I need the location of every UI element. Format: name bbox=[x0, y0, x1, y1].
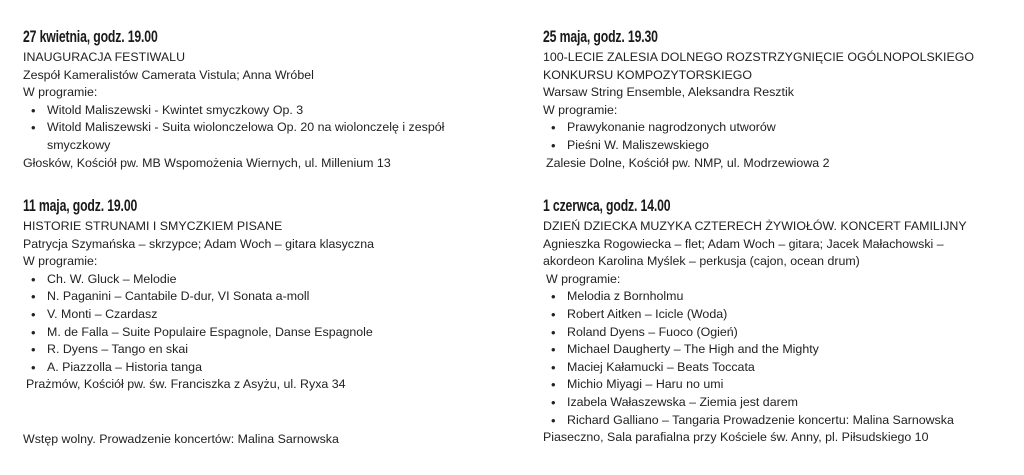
list-item: • Izabela Wałaszewska – Ziemia jest darem bbox=[567, 394, 1013, 412]
event-title: INAUGURACJA FESTIWALU bbox=[23, 50, 186, 64]
event-performers: Patrycja Szymańska – skrzypce; Adam Woch – gitara klasyczna bbox=[23, 236, 374, 251]
event-venue: Zalesie Dolne, Kościół pw. NMP, ul. Modrzewiowa 2 bbox=[546, 155, 830, 170]
event-3 bbox=[543, 27, 1013, 172]
program-list bbox=[23, 271, 493, 377]
event-performers: Warsaw String Ensemble, Aleksandra Resztik bbox=[543, 85, 794, 100]
list-item: • Pieśni W. Maliszewskiego bbox=[567, 137, 1013, 155]
program-label: W programie: bbox=[23, 85, 98, 100]
program-list bbox=[543, 288, 1013, 429]
event-performers: Agnieszka Rogowiecka – flet; Adam Woch – gitara; Jacek Małachowski – akordeon Karolina Myślek – perkusja (cajon, ocean drum) bbox=[543, 236, 944, 269]
event-performers: Zespół Kameralistów Camerata Vistula; Anna Wróbel bbox=[23, 67, 314, 82]
list-item: • Melodia z Bornholmu bbox=[567, 288, 1013, 306]
list-item: • V. Monti – Czardasz bbox=[47, 306, 493, 324]
event-venue: Piaseczno, Sala parafialna przy Kościele św. Anny, pl. Piłsudskiego 10 bbox=[543, 430, 929, 445]
event-title: DZIEŃ DZIECKA MUZYKA CZTERECH ŻYWIOŁÓW. KONCERT FAMILIJNY bbox=[543, 219, 967, 233]
list-item: • Witold Maliszewski - Suita wiolonczelowa Op. 20 na wiolonczelę i zespół smyczkowy bbox=[47, 119, 477, 154]
event-title: HISTORIE STRUNAMI I SMYCZKIEM PISANE bbox=[23, 219, 283, 233]
event-2 bbox=[23, 196, 493, 394]
event-venue: Głosków, Kościół pw. MB Wspomożenia Wiernych, ul. Millenium 13 bbox=[23, 155, 391, 170]
program-label: W programie: bbox=[543, 102, 618, 117]
list-item: • R. Dyens – Tango en skai bbox=[47, 341, 493, 359]
list-item: • Richard Galliano – Tangaria Prowadzenie koncertu: Malina Sarnowska bbox=[567, 412, 1013, 430]
list-item: • Prawykonanie nagrodzonych utworów bbox=[567, 119, 1013, 137]
list-item: • Ch. W. Gluck – Melodie bbox=[47, 271, 493, 289]
program-label: W programie: bbox=[23, 254, 98, 269]
list-item: • M. de Falla – Suite Populaire Espagnole, Danse Espagnole bbox=[47, 324, 493, 342]
event-date: 1 czerwca, godz. 14.00 bbox=[543, 196, 671, 215]
program-list bbox=[543, 119, 1013, 154]
event-date: 25 maja, godz. 19.30 bbox=[543, 27, 658, 46]
event-date: 27 kwietnia, godz. 19.00 bbox=[23, 27, 158, 46]
list-item: • Michio Miyagi – Haru no umi bbox=[567, 376, 1013, 394]
list-item: • Witold Maliszewski - Kwintet smyczkowy Op. 3 bbox=[47, 102, 493, 120]
list-item: • N. Paganini – Cantabile D-dur, VI Sonata a-moll bbox=[47, 288, 493, 306]
program-list bbox=[23, 102, 493, 155]
event-4 bbox=[543, 196, 1013, 447]
event-1 bbox=[23, 27, 493, 172]
list-item: • Roland Dyens – Fuoco (Ogień) bbox=[567, 324, 1013, 342]
list-item: • Robert Aitken – Icicle (Woda) bbox=[567, 306, 1013, 324]
event-title: 100-LECIE ZALESIA DOLNEGO ROZSTRZYGNIĘCIE OGÓLNOPOLSKIEGO KONKURSU KOMPOZYTORSKIEGO bbox=[543, 50, 975, 82]
list-item: • Maciej Kałamucki – Beats Toccata bbox=[567, 359, 1013, 377]
list-item: • A. Piazzolla – Historia tanga bbox=[47, 359, 493, 377]
program-label: W programie: bbox=[546, 271, 621, 286]
event-venue: Prażmów, Kościół pw. św. Franciszka z Asyżu, ul. Ryxa 34 bbox=[26, 377, 346, 392]
event-date: 11 maja, godz. 19.00 bbox=[23, 196, 138, 215]
footer-note: Wstęp wolny. Prowadzenie koncertów: Malina Sarnowska bbox=[23, 432, 339, 446]
list-item: • Michael Daugherty – The High and the Mighty bbox=[567, 341, 1013, 359]
